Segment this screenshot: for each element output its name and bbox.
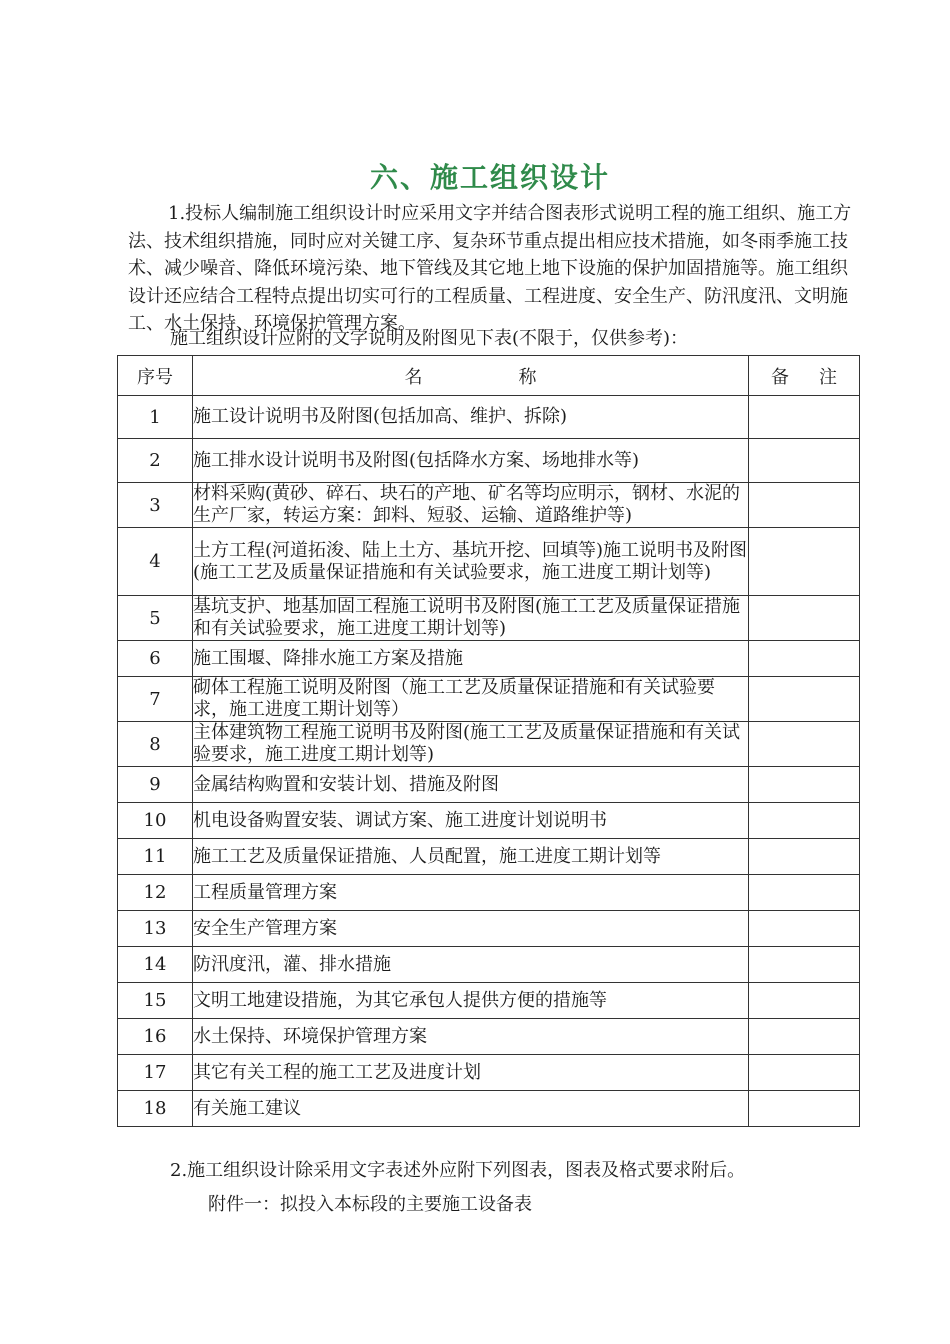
table-row: [118, 396, 860, 439]
row-name: 工程质量管理方案: [193, 875, 749, 911]
row-name: 施工设计说明书及附图(包括加高、维护、拆除): [193, 396, 749, 439]
footer-note: 2.施工组织设计除采用文字表述外应附下列图表，图表及格式要求附后。: [170, 1160, 746, 1181]
row-number: 2: [118, 439, 193, 483]
table-row: [118, 983, 860, 1019]
row-number: 12: [118, 875, 193, 911]
row-name: 水土保持、环境保护管理方案: [193, 1019, 749, 1055]
row-name: 主体建筑物工程施工说明书及附图(施工工艺及质量保证措施和有关试验要求，施工进度工期计划等): [193, 722, 749, 767]
row-name: 土方工程(河道拓浚、陆上土方、基坑开挖、回填等)施工说明书及附图(施工工艺及质量保证措施和有关试验要求，施工进度工期计划等): [193, 528, 749, 596]
table-row: [118, 596, 860, 641]
row-name: 文明工地建设措施，为其它承包人提供方便的措施等: [193, 983, 749, 1019]
table-row: [118, 1091, 860, 1127]
table-row: [118, 483, 860, 528]
row-name: 施工工艺及质量保证措施、人员配置，施工进度工期计划等: [193, 839, 749, 875]
attachments-table: [117, 355, 860, 1127]
requirements-paragraph: 1.投标人编制施工组织设计时应采用文字并结合图表形式说明工程的施工组织、施工方法、技术组织措施，同时应对关键工序、复杂环节重点提出相应技术措施，如冬雨季施工技术、减少噪音、降低环境污染、地下管线及其它地上地下设施的保护加固措施等。施工组织设计还应结合工程特点提出切实可行的工程质量、工程进度、安全生产、防汛度汛、文明施工、水土保持、环境保护管理方案。: [128, 203, 852, 334]
row-remark: [749, 596, 860, 641]
row-name: 基坑支护、地基加固工程施工说明书及附图(施工工艺及质量保证措施和有关试验要求，施工进度工期计划等): [193, 596, 749, 641]
table-row: [118, 677, 860, 722]
row-remark: [749, 641, 860, 677]
table-header-row: [118, 356, 860, 396]
row-remark: [749, 483, 860, 528]
table-row: [118, 528, 860, 596]
row-name: 金属结构购置和安装计划、措施及附图: [193, 767, 749, 803]
row-number: 17: [118, 1055, 193, 1091]
row-remark: [749, 1019, 860, 1055]
table-row: [118, 875, 860, 911]
header-name-b: 称: [518, 366, 537, 388]
row-name: 机电设备购置安装、调试方案、施工进度计划说明书: [193, 803, 749, 839]
table-row: [118, 947, 860, 983]
page-title: 六、施工组织设计: [369, 161, 610, 194]
row-name: 材料采购(黄砂、碎石、块石的产地、矿名等均应明示，钢材、水泥的生产厂家，转运方案：卸料、短驳、运输、道路维护等): [193, 483, 749, 528]
row-remark: [749, 677, 860, 722]
row-number: 16: [118, 1019, 193, 1055]
row-remark: [749, 947, 860, 983]
header-remark: [749, 356, 860, 396]
row-remark: [749, 911, 860, 947]
row-name: 其它有关工程的施工工艺及进度计划: [193, 1055, 749, 1091]
row-remark: [749, 875, 860, 911]
table-row: [118, 1055, 860, 1091]
row-remark: [749, 722, 860, 767]
table-row: [118, 722, 860, 767]
table-row: [118, 911, 860, 947]
header-remark-a: 备: [771, 366, 789, 388]
row-number: 18: [118, 1091, 193, 1127]
row-remark: [749, 528, 860, 596]
row-number: 6: [118, 641, 193, 677]
row-name: 有关施工建议: [193, 1091, 749, 1127]
row-number: 10: [118, 803, 193, 839]
row-remark: [749, 839, 860, 875]
table-row: [118, 767, 860, 803]
row-name: 安全生产管理方案: [193, 911, 749, 947]
header-no: 序号: [118, 356, 193, 396]
row-remark: [749, 767, 860, 803]
table-row: [118, 839, 860, 875]
row-remark: [749, 983, 860, 1019]
header-remark-b: 注: [819, 366, 837, 388]
row-number: 11: [118, 839, 193, 875]
header-name: [193, 356, 749, 396]
row-number: 15: [118, 983, 193, 1019]
row-name: 防汛度汛，灌、排水措施: [193, 947, 749, 983]
row-number: 3: [118, 483, 193, 528]
row-remark: [749, 1091, 860, 1127]
row-remark: [749, 1055, 860, 1091]
table-row: [118, 439, 860, 483]
row-number: 14: [118, 947, 193, 983]
table-intro: 施工组织设计应附的文字说明及附图见下表(不限于，仅供参考)：: [170, 328, 689, 349]
table-row: [118, 641, 860, 677]
table-row: [118, 1019, 860, 1055]
row-number: 7: [118, 677, 193, 722]
attachment-one-title: 附件一：拟投入本标段的主要施工设备表: [208, 1194, 532, 1215]
row-number: 8: [118, 722, 193, 767]
row-number: 9: [118, 767, 193, 803]
row-number: 13: [118, 911, 193, 947]
row-remark: [749, 396, 860, 439]
row-number: 5: [118, 596, 193, 641]
row-number: 4: [118, 528, 193, 596]
row-name: 施工围堰、降排水施工方案及措施: [193, 641, 749, 677]
row-remark: [749, 803, 860, 839]
row-name: 砌体工程施工说明及附图（施工工艺及质量保证措施和有关试验要求，施工进度工期计划等）: [193, 677, 749, 722]
row-number: 1: [118, 396, 193, 439]
table-row: [118, 803, 860, 839]
header-name-a: 名: [404, 366, 423, 388]
row-remark: [749, 439, 860, 483]
row-name: 施工排水设计说明书及附图(包括降水方案、场地排水等): [193, 439, 749, 483]
